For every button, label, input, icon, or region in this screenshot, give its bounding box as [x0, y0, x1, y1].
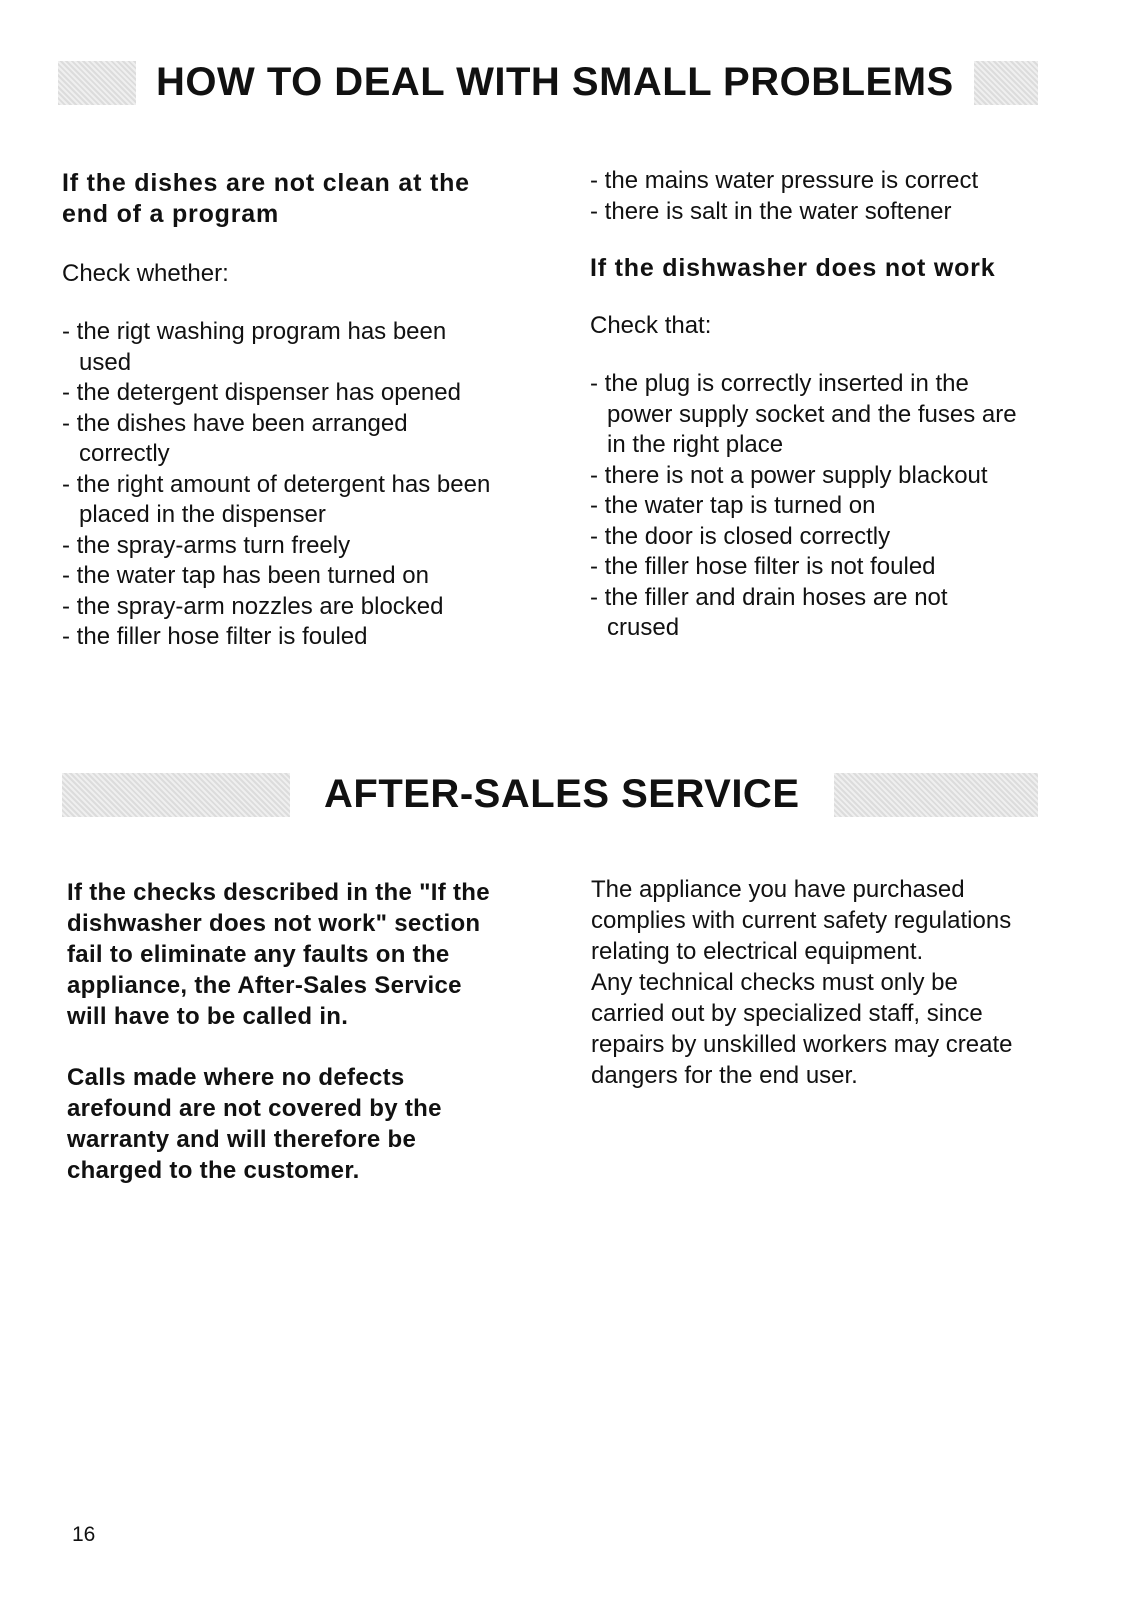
after-sales-call-paragraph: If the checks described in the "If the dishwasher does not work" section fail to eliminate any faults on the appliance, the After-Sales Service will have to be called in. [67, 879, 490, 1030]
left-column-problems [62, 168, 502, 653]
check-whether-label: Check whether: [62, 260, 229, 287]
heading-shade-left [62, 773, 290, 817]
check-that-label: Check that: [590, 312, 712, 339]
list-item: - the rigt washing program has been used [62, 317, 502, 378]
list-item: - the spray-arm nozzles are blocked [62, 592, 502, 623]
list-item: - there is not a power supply blackout [590, 461, 1020, 492]
subheading-dishes-not-clean: If the dishes are not clean at the end of a program [62, 169, 470, 228]
list-item: - the plug is correctly inserted in the power supply socket and the fuses are in the right place [590, 369, 1020, 461]
safety-compliance-paragraph: The appliance you have purchased complies with current safety regulations relating to electrical equipment. [591, 876, 1012, 965]
section-heading-after-sales [62, 772, 1038, 817]
left-column-after-sales [67, 877, 507, 1186]
warranty-paragraph: Calls made where no defects arefound are not covered by the warranty and will therefore be charged to the customer. [67, 1064, 442, 1184]
list-item: - the right amount of detergent has been placed in the dispenser [62, 470, 502, 531]
page-number: 16 [72, 1523, 96, 1546]
right-column-problems [590, 166, 1040, 644]
continued-check-list [590, 166, 1040, 227]
section-title: AFTER-SALES SERVICE [324, 772, 800, 816]
list-item: - the door is closed correctly [590, 522, 1020, 553]
right-column-after-sales [591, 874, 1036, 1091]
list-item: - the detergent dispenser has opened [62, 378, 502, 409]
section-title: HOW TO DEAL WITH SMALL PROBLEMS [156, 60, 954, 104]
list-item: - the filler hose filter is fouled [62, 622, 502, 653]
list-item: - the water tap has been turned on [62, 561, 502, 592]
list-item: - the water tap is turned on [590, 491, 1020, 522]
heading-shade-right [834, 773, 1039, 817]
subheading-dishwasher-not-work: If the dishwasher does not work [590, 254, 996, 282]
list-item: - the mains water pressure is correct [590, 166, 1040, 197]
list-item: - the dishes have been arranged correctly [62, 409, 502, 470]
dishes-check-list [62, 317, 502, 653]
dishwasher-check-list [590, 369, 1020, 644]
heading-shade-left [58, 61, 136, 105]
technical-checks-paragraph: Any technical checks must only be carried out by specialized staff, since repairs by unskilled workers may create dangers for the end user. [591, 969, 1013, 1089]
list-item: - the filler hose filter is not fouled [590, 552, 1020, 583]
list-item: - there is salt in the water softener [590, 197, 1040, 228]
list-item: - the spray-arms turn freely [62, 531, 502, 562]
list-item: - the filler and drain hoses are not crused [590, 583, 1020, 644]
heading-shade-right [974, 61, 1038, 105]
section-heading-small-problems [58, 60, 1038, 105]
